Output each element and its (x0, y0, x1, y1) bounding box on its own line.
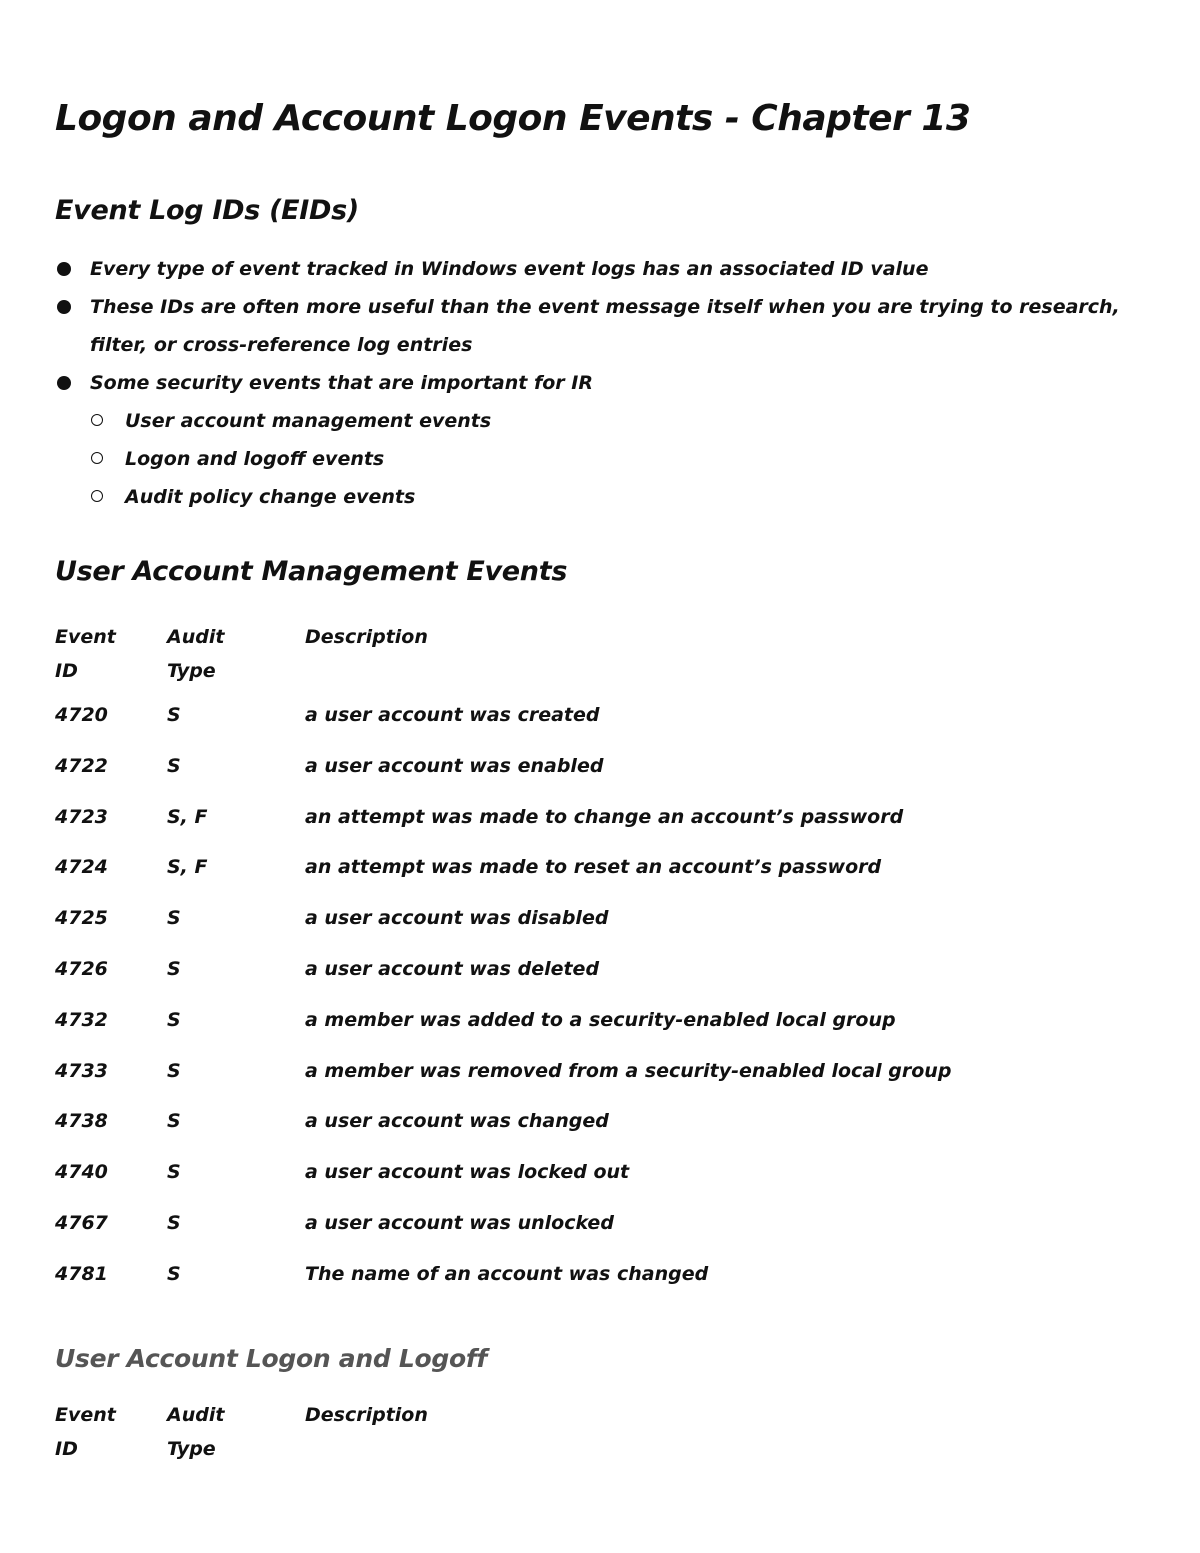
filled-bullet-icon (57, 376, 71, 390)
bullet-text: These IDs are often more useful than the event message itself when you are trying to research, (90, 296, 1120, 318)
description-cell: a user account was changed (305, 1110, 609, 1133)
description-cell: an attempt was made to reset an account’s password (305, 856, 882, 879)
event-id-cell: 4724 (55, 856, 108, 879)
document-title: Logon and Account Logon Events - Chapter 13 (55, 98, 971, 139)
section-heading-eids: Event Log IDs (EIDs) (55, 195, 359, 226)
bullet-item (55, 364, 1155, 402)
description-cell: an attempt was made to change an account’s password (305, 805, 904, 828)
event-id-cell: 4725 (55, 907, 108, 930)
table-row (55, 1147, 1155, 1198)
table-row (55, 1249, 1155, 1300)
account-management-table (55, 620, 1155, 1300)
sub-bullet-item (55, 440, 1155, 478)
header-event-id: Event ID (55, 1404, 116, 1460)
event-id-cell: 4781 (55, 1262, 108, 1285)
table-row (55, 842, 1155, 893)
table-row (55, 792, 1155, 843)
audit-type-cell: S (167, 1161, 181, 1184)
event-id-cell: 4720 (55, 704, 108, 726)
event-id-cell: 4723 (55, 805, 108, 828)
audit-type-cell: S, F (167, 805, 208, 828)
bullet-list (55, 250, 1155, 516)
description-cell: a user account was deleted (305, 957, 600, 980)
description-cell: a user account was disabled (305, 907, 609, 930)
description-cell: a user account was created (305, 704, 600, 726)
event-id-cell: 4726 (55, 957, 108, 980)
filled-bullet-icon (57, 262, 71, 276)
table-header (55, 1398, 1155, 1468)
bullet-text: filter, or cross-reference log entries (90, 334, 473, 356)
table-row (55, 741, 1155, 792)
logon-logoff-table (55, 1398, 1155, 1468)
table-body (55, 690, 1155, 1300)
sub-bullet-item (55, 402, 1155, 440)
audit-type-cell: S (167, 754, 181, 777)
sub-bullet-item (55, 478, 1155, 516)
sub-bullet-text: Logon and logoff events (125, 448, 385, 470)
hollow-bullet-icon (91, 490, 103, 502)
table-row (55, 1046, 1155, 1097)
hollow-bullet-icon (91, 414, 103, 426)
audit-type-cell: S (167, 704, 181, 726)
sub-bullet-text: User account management events (125, 410, 492, 432)
description-cell: a user account was unlocked (305, 1211, 614, 1234)
audit-type-cell: S, F (167, 856, 208, 879)
table-row (55, 1096, 1155, 1147)
event-id-cell: 4767 (55, 1211, 108, 1234)
description-cell: a user account was locked out (305, 1161, 630, 1184)
bullet-item-continuation (55, 326, 1155, 364)
audit-type-cell: S (167, 1211, 181, 1234)
filled-bullet-icon (57, 300, 71, 314)
audit-type-cell: S (167, 907, 181, 930)
header-description: Description (305, 1404, 428, 1426)
event-id-cell: 4732 (55, 1008, 108, 1031)
event-id-cell: 4722 (55, 754, 108, 777)
audit-type-cell: S (167, 1059, 181, 1082)
table-row (55, 995, 1155, 1046)
header-event-id: Event ID (55, 626, 116, 682)
header-audit-type: Audit Type (167, 1404, 225, 1460)
event-id-cell: 4740 (55, 1161, 108, 1184)
bullet-text: Some security events that are important for IR (90, 372, 593, 394)
table-header (55, 620, 1155, 690)
section-heading-account-management: User Account Management Events (55, 556, 568, 587)
header-description: Description (305, 626, 428, 648)
audit-type-cell: S (167, 957, 181, 980)
hollow-bullet-icon (91, 452, 103, 464)
table-row (55, 690, 1155, 741)
description-cell: a member was added to a security-enabled local group (305, 1008, 896, 1031)
section-heading-logon-logoff: User Account Logon and Logoff (55, 1344, 487, 1373)
audit-type-cell: S (167, 1008, 181, 1031)
audit-type-cell: S (167, 1262, 181, 1285)
description-cell: The name of an account was changed (305, 1262, 709, 1285)
table-row (55, 944, 1155, 995)
description-cell: a member was removed from a security-enabled local group (305, 1059, 952, 1082)
bullet-text: Every type of event tracked in Windows event logs has an associated ID value (90, 258, 929, 280)
bullet-item (55, 250, 1155, 288)
event-id-cell: 4733 (55, 1059, 108, 1082)
header-audit-type: Audit Type (167, 626, 225, 682)
audit-type-cell: S (167, 1110, 181, 1133)
table-row (55, 893, 1155, 944)
event-id-cell: 4738 (55, 1110, 108, 1133)
description-cell: a user account was enabled (305, 754, 604, 777)
sub-bullet-text: Audit policy change events (125, 486, 416, 508)
bullet-item (55, 288, 1155, 326)
table-row (55, 1198, 1155, 1249)
